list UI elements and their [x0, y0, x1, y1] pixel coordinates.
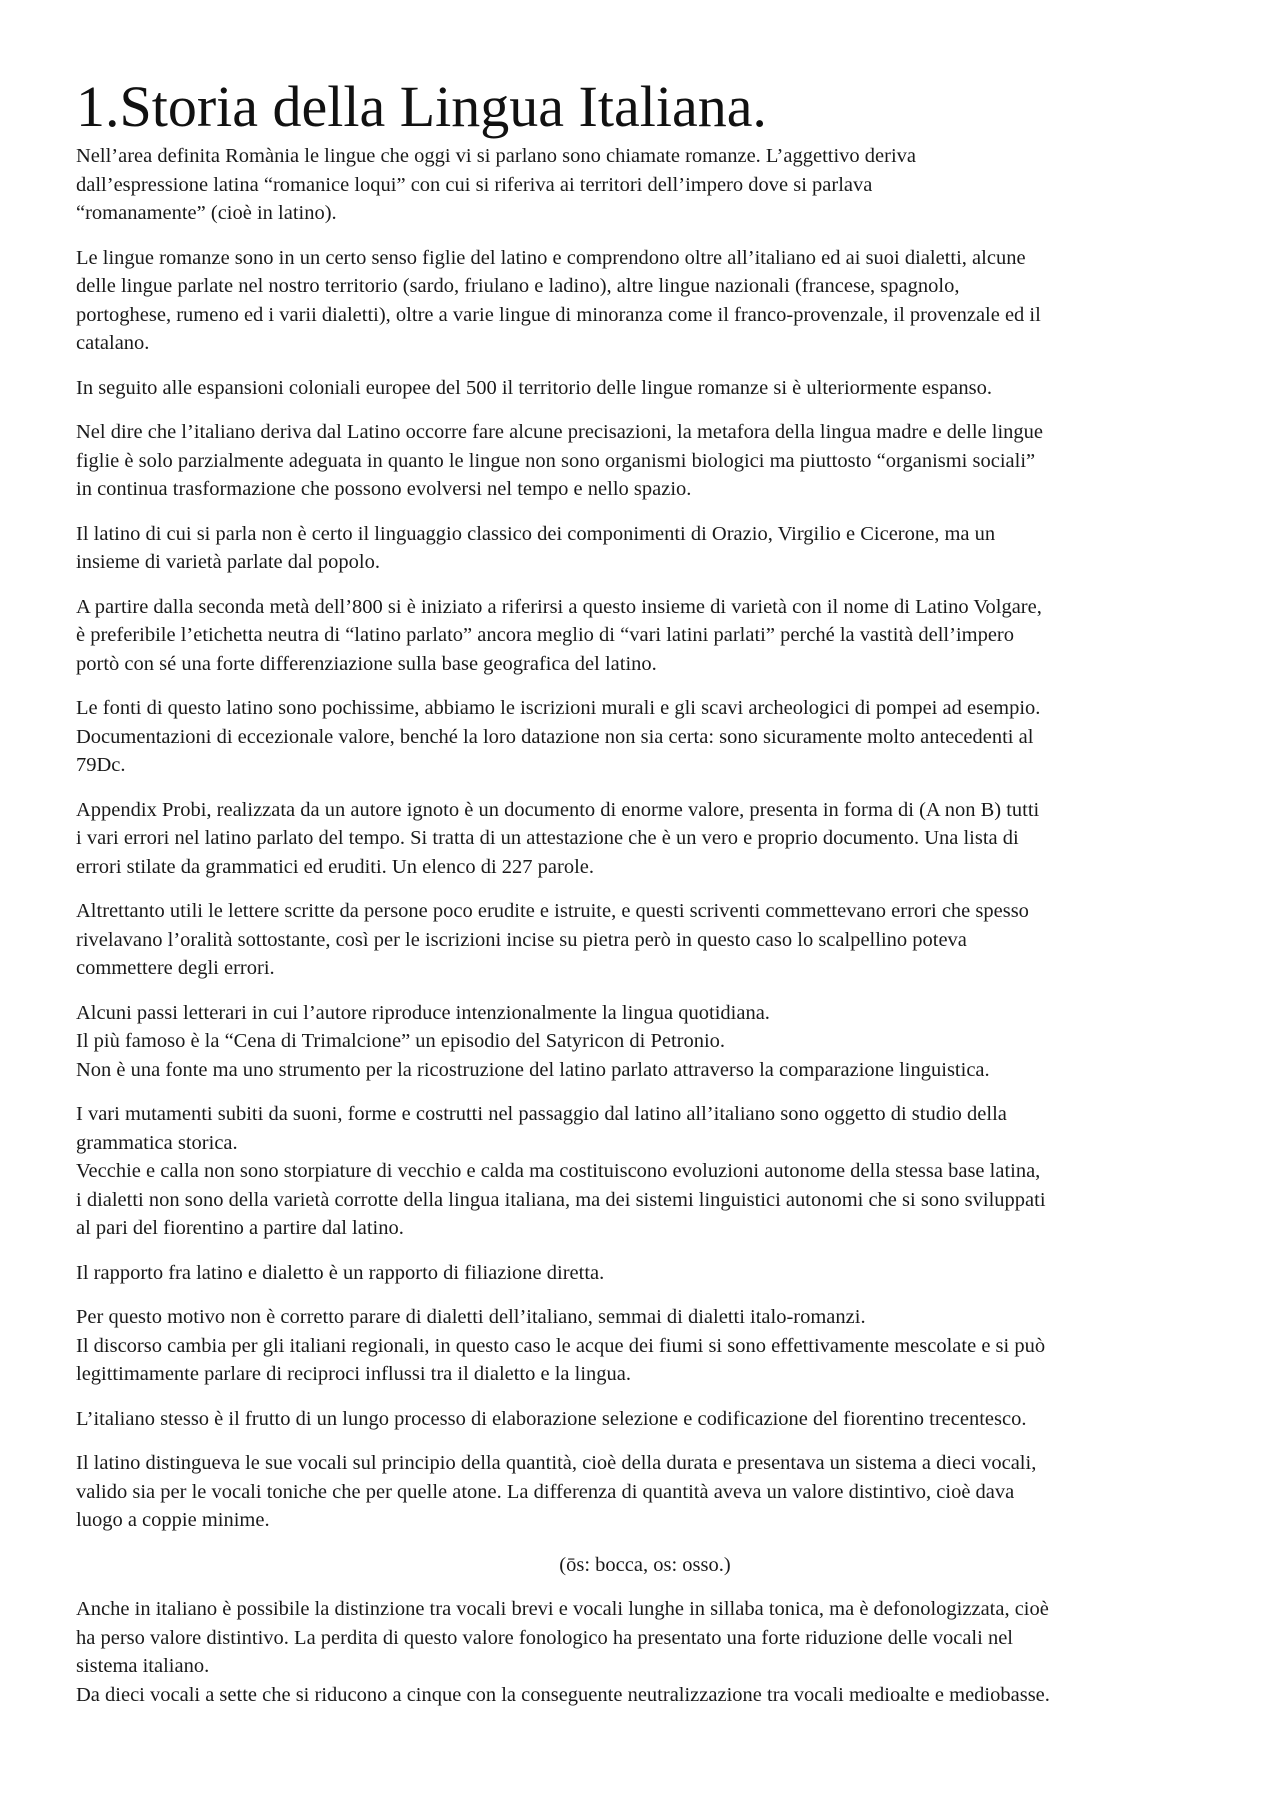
paragraph: [76, 374, 1214, 403]
paragraph: [76, 593, 1214, 679]
paragraph-line: Nel dire che l’italiano deriva dal Latino occorre fare alcune precisazioni, la metafora della lingua madre e delle lingue: [76, 421, 1044, 443]
paragraph-line: In seguito alle espansioni coloniali europee del 500 il territorio delle lingue romanze si è ulteriormente espanso.: [76, 376, 992, 399]
paragraph-line: legittimamente parlare di reciproci influssi tra il dialetto e la lingua.: [76, 1363, 632, 1385]
paragraph-line: Appendix Probi, realizzata da un autore ignoto è un documento di enorme valore, presenta in forma di (A non B) tutti: [76, 798, 1040, 821]
paragraph: [76, 999, 1214, 1085]
paragraph-line: ha perso valore distintivo. La perdita di questo valore fonologico ha presentato una forte riduzione delle vocali nel: [76, 1626, 1013, 1649]
document-title: 1.Storia della Lingua Italiana.: [76, 74, 767, 139]
paragraph-line: rivelavano l’oralità sottostante, così per le iscrizioni incise su pietra però in questo caso lo scalpellino poteva: [76, 928, 967, 951]
paragraph: [76, 244, 1214, 358]
paragraph-line: Il latino di cui si parla non è certo il linguaggio classico dei componimenti di Orazio, Virgilio e Cicerone, ma un: [76, 522, 996, 545]
paragraph: [76, 897, 1214, 983]
paragraph-line: catalano.: [76, 332, 150, 354]
paragraph-line: A partire dalla seconda metà dell’800 si è iniziato a riferirsi a questo insieme di varietà con il nome di Latino Volgare,: [76, 595, 1042, 618]
paragraph-line: luogo a coppie minime.: [76, 1509, 270, 1531]
paragraph-line: delle lingue parlate nel nostro territorio (sardo, friulano e ladino), altre lingue nazionali (francese, spagnolo,: [76, 275, 960, 297]
paragraph-line: Non è una fonte ma uno strumento per la ricostruzione del latino parlato attraverso la comparazione linguistica.: [76, 1058, 990, 1081]
paragraph-line: Alcuni passi letterari in cui l’autore riproduce intenzionalmente la lingua quotidiana.: [76, 1001, 770, 1024]
paragraph-line: figlie è solo parzialmente adeguata in quanto le lingue non sono organismi biologici ma piuttosto “organismi sociali”: [76, 449, 1036, 472]
paragraph: [76, 694, 1214, 780]
paragraph: [76, 1100, 1214, 1243]
paragraph-line: Il più famoso è la “Cena di Trimalcione” un episodio del Satyricon di Petronio.: [76, 1030, 726, 1052]
paragraph-line: dall’espressione latina “romanice loqui” con cui si riferiva ai territori dell’impero dove si parlava: [76, 173, 873, 196]
paragraph-line: sistema italiano.: [76, 1655, 210, 1677]
paragraph-line: Vecchie e calla non sono storpiature di vecchio e calda ma costituiscono evoluzioni autonome della stessa base latina,: [76, 1160, 1041, 1182]
paragraph-line: L’italiano stesso è il frutto di un lungo processo di elaborazione selezione e codificazione del fiorentino trecentesco.: [76, 1407, 1027, 1430]
paragraph: [76, 1595, 1214, 1709]
paragraph-line: valido sia per le vocali toniche che per quelle atone. La differenza di quantità aveva un valore distintivo, cioè dava: [76, 1480, 1015, 1503]
paragraph-line: portoghese, rumeno ed i varii dialetti), oltre a varie lingue di minoranza come il franco-provenzale, il provenzale ed il: [76, 303, 1041, 326]
paragraph: [76, 142, 1214, 228]
document-body: [76, 142, 1214, 1709]
paragraph-line: portò con sé una forte differenziazione sulla base geografica del latino.: [76, 652, 657, 675]
paragraph-line: errori stilate da grammatici ed eruditi. Un elenco di 227 parole.: [76, 855, 595, 878]
paragraph-line: in continua trasformazione che possono evolversi nel tempo e nello spazio.: [76, 478, 692, 500]
paragraph-line: Altrettanto utili le lettere scritte da persone poco erudite e istruite, e questi scriventi commettevano errori che spesso: [76, 900, 1029, 922]
paragraph: [76, 796, 1214, 882]
paragraph: [76, 1551, 1214, 1580]
paragraph-line: (ōs: bocca, os: osso.): [559, 1553, 731, 1576]
paragraph-line: i dialetti non sono della varietà corrotte della lingua italiana, ma dei sistemi linguistici autonomi che si sono sviluppati: [76, 1188, 1046, 1211]
paragraph: [76, 418, 1214, 504]
paragraph-line: I vari mutamenti subiti da suoni, forme e costrutti nel passaggio dal latino all’italiano sono oggetto di studio della: [76, 1103, 1007, 1125]
paragraph-line: Documentazioni di eccezionale valore, benché la loro datazione non sia certa: sono sicuramente molto antecedenti al: [76, 725, 1034, 748]
paragraph-line: Per questo motivo non è corretto parare di dialetti dell’italiano, semmai di dialetti italo-romanzi.: [76, 1306, 866, 1328]
paragraph-line: è preferibile l’etichetta neutra di “latino parlato” ancora meglio di “vari latini parlati” perché la vastità dell’impero: [76, 624, 1015, 646]
document-page: [76, 74, 1214, 1725]
paragraph-line: Le fonti di questo latino sono pochissime, abbiamo le iscrizioni murali e gli scavi archeologici di pompei ad esempio.: [76, 697, 1041, 719]
paragraph-line: Anche in italiano è possibile la distinzione tra vocali brevi e vocali lunghe in sillaba tonica, ma è defonologizzata, cioè: [76, 1598, 1049, 1620]
paragraph: [76, 1259, 1214, 1288]
paragraph-line: commettere degli errori.: [76, 957, 275, 979]
paragraph-line: al pari del fiorentino a partire dal latino.: [76, 1217, 404, 1239]
paragraph: [76, 1449, 1214, 1535]
paragraph-line: i vari errori nel latino parlato del tempo. Si tratta di un attestazione che è un vero e proprio documento. Una lista di: [76, 827, 1019, 849]
paragraph-line: Il latino distingueva le sue vocali sul principio della quantità, cioè della durata e presentava un sistema a dieci vocali,: [76, 1452, 1037, 1474]
paragraph-line: Il rapporto fra latino e dialetto è un rapporto di filiazione diretta.: [76, 1261, 605, 1284]
paragraph-line: Le lingue romanze sono in un certo senso figlie del latino e comprendono oltre all’italiano ed ai suoi dialetti, alcune: [76, 246, 1026, 269]
paragraph-line: insieme di varietà parlate dal popolo.: [76, 551, 380, 573]
paragraph: [76, 1405, 1214, 1434]
paragraph-line: 79Dc.: [76, 754, 126, 776]
paragraph-line: grammatica storica.: [76, 1131, 238, 1154]
paragraph: [76, 1303, 1214, 1389]
paragraph-line: Da dieci vocali a sette che si riducono a cinque con la conseguente neutralizzazione tra vocali medioalte e mediobasse.: [76, 1683, 1050, 1706]
paragraph-line: Nell’area definita Romània le lingue che oggi vi si parlano sono chiamate romanze. L’aggettivo deriva: [76, 145, 917, 167]
paragraph: [76, 520, 1214, 577]
paragraph-line: Il discorso cambia per gli italiani regionali, in questo caso le acque dei fiumi si sono effettivamente mescolate e si può: [76, 1334, 1046, 1357]
paragraph-line: “romanamente” (cioè in latino).: [76, 202, 337, 224]
